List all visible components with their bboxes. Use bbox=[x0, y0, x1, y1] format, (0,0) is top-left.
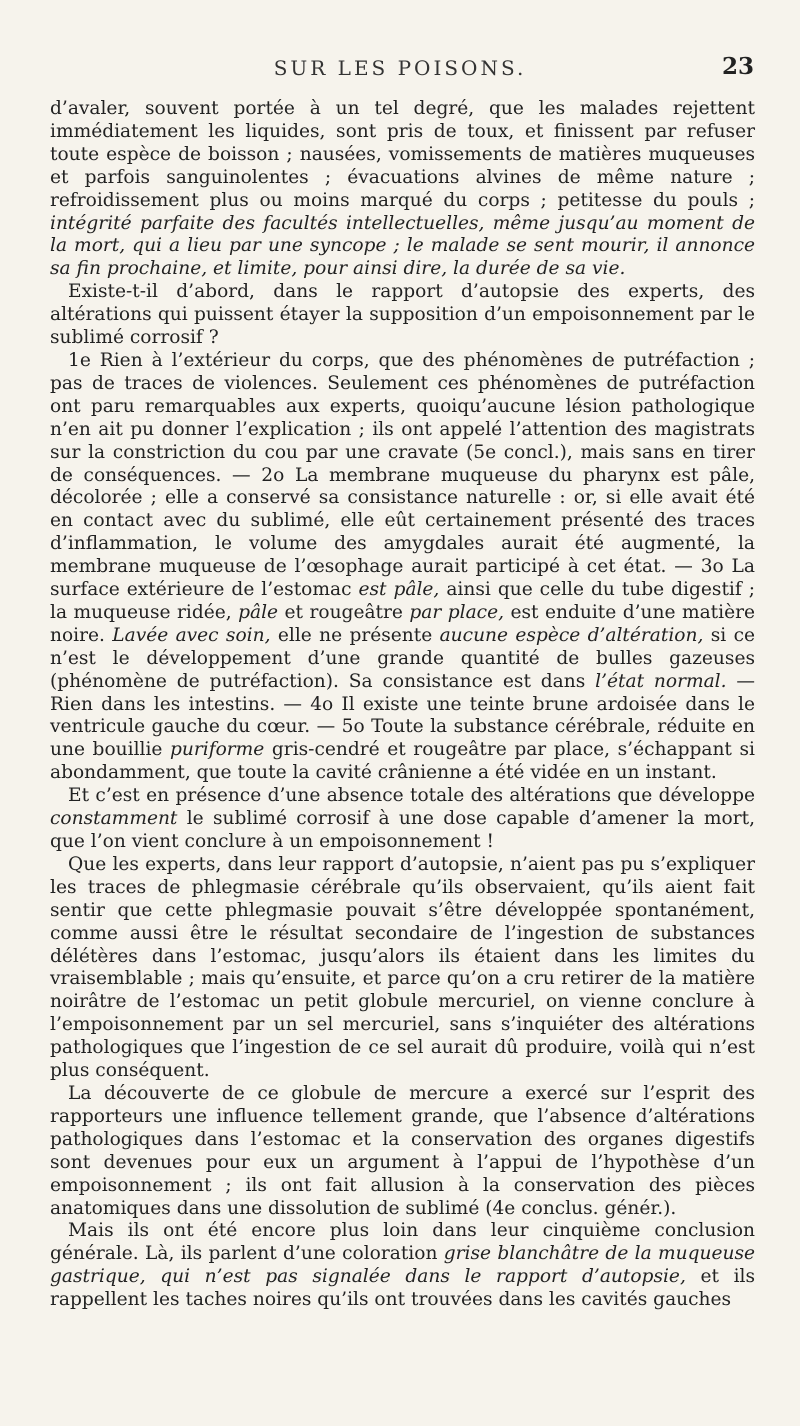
paragraph-symptoms bbox=[50, 98, 755, 281]
text-run: elle ne présente bbox=[270, 624, 440, 646]
text-run: 1e Rien à l’extérieur du corps, que des phénomènes de putréfaction ; pas de traces de violences. Seulement ces phénomènes de putréfaction ont paru remarquables aux experts, quoiqu’aucune lésion pathologique n’en ait pu donner l’explication ; ils ont appelé l’attention des magistrats sur la constriction du cou par une cravate (5e concl.), mais sans en tirer de conséquences. — 2o La membrane muqueuse du pharynx est pâle, décolorée ; elle a conservé sa consistance naturelle : or, si elle avait été en contact avec du sublimé, elle eût certainement présenté des traces d’inflammation, le volume des amygdales aurait été augmenté, la membrane muqueuse de l’œsophage aurait participé à cet état. — 3o La surface extérieure de l’estomac bbox=[50, 349, 755, 601]
italic-run: constamment bbox=[50, 808, 178, 830]
text-run: —Rien dans les intestins. — 4o Il existe une teinte brune ardoisée dans le ventricule gauche du cœur. — 5o Toute la substance cérébrale, réduite en une bouillie bbox=[50, 670, 756, 761]
paragraph-question: Existe-t-il d’abord, dans le rapport d’autopsie des experts, des altérations qui puissent étayer la supposition d’un empoisonnement par le sublimé corrosif ? bbox=[50, 281, 755, 349]
paragraph-fifth-conclusion bbox=[50, 1220, 755, 1312]
italic-run: est pâle, bbox=[358, 579, 440, 601]
text-run: d’avaler, souvent portée à un tel degré, que les malades rejettent immédiatement les liquides, sont pris de toux, et finissent par refuser toute espèce de boisson ; nausées, vomissements de matières muqueuses et parfois sanguinolentes ; évacuations alvines de même nature ; refroidissement plus ou moins marqué du corps ; petitesse du pouls ; bbox=[50, 98, 755, 211]
italic-run: intégrité parfaite des facultés intellectuelles, même jusqu’au moment de la mort, qui a lieu par une syncope ; le malade se sent mourir, il annonce sa fin prochaine, et limite, pour ainsi dire, la durée de sa vie. bbox=[50, 212, 755, 280]
italic-run: l’état normal. bbox=[595, 670, 727, 692]
text-run: est enduite d’une matière noire. bbox=[50, 601, 755, 646]
text-run: ainsi que celle du tube digestif ; la muqueuse ridée, bbox=[50, 579, 756, 623]
paragraph-autopsy-findings bbox=[50, 350, 755, 785]
italic-run: aucune espèce d’altération, bbox=[439, 624, 704, 646]
italic-run: grise blanchâtre de la muqueuse gastrique, qui n’est pas signalée dans le rapport d’autopsie, bbox=[50, 1243, 755, 1288]
page-header bbox=[40, 53, 760, 86]
paragraph-conclusion bbox=[50, 785, 755, 854]
paragraph-experts: Que les experts, dans leur rapport d’autopsie, n’aient pas pu s’expliquer les traces de phlegmasie cérébrale qu’ils observaient, qu’ils aient fait sentir que cette phlegmasie pouvait s’être développée spontanément, comme aussi être le résultat secondaire de l’ingestion de substances délétères dans l’estomac, jusqu’alors ils étaient dans les limites du vraisemblable ; mais qu’ensuite, et parce qu’on a cru retirer de la matière noirâtre de l’estomac un petit globule mercuriel, on vienne conclure à l’empoisonnement par un sel mercuriel, sans s’inquiéter des altérations pathologiques que l’ingestion de ce sel aurait dû produire, voilà qui n’est plus conséquent. bbox=[50, 853, 755, 1082]
text-run: et rougeâtre bbox=[278, 601, 410, 623]
paragraph-mercury-globule: La découverte de ce globule de mercure a exercé sur l’esprit des rapporteurs une influence tellement grande, que l’absence d’altérations pathologiques dans l’estomac et la conservation des organes digestifs sont devenues pour eux un argument à l’appui de l’hypothèse d’un empoisonnement ; ils ont fait allusion à la conservation des pièces anatomiques dans une dissolution de sublimé (4e conclus. génér.). bbox=[50, 1082, 755, 1219]
text-run: le sublimé corrosif à une dose capable d’amener la mort, que l’on vient conclure à un empoisonnement ! bbox=[50, 808, 755, 852]
italic-run: pâle bbox=[238, 601, 279, 623]
page-number: 23 bbox=[721, 53, 754, 80]
text-run: Et c’est en présence d’une absence totale des altérations que développe bbox=[68, 785, 755, 807]
text-run: et ils rappellent les taches noires qu’ils ont trouvées dans les cavités gauches bbox=[50, 1266, 756, 1311]
text-run: Mais ils ont été encore plus loin dans leur cinquième conclusion générale. Là, ils parlent d’une coloration bbox=[50, 1220, 755, 1265]
body-text bbox=[50, 98, 755, 1312]
text-run: gris-cendré et rougeâtre par place, s’échappant si abondamment, que toute la cavité crânienne a été vidée en un instant. bbox=[50, 739, 755, 784]
italic-run: par place, bbox=[409, 601, 505, 623]
italic-run: Lavée avec soin, bbox=[112, 624, 271, 646]
text-run: si ce n’est le développement d’une grande quantité de bulles gazeuses (phénomène de putréfaction). Sa consistance est dans bbox=[50, 624, 755, 692]
italic-run: puriforme bbox=[170, 739, 265, 761]
running-title: SUR LES POISONS. bbox=[273, 56, 527, 80]
